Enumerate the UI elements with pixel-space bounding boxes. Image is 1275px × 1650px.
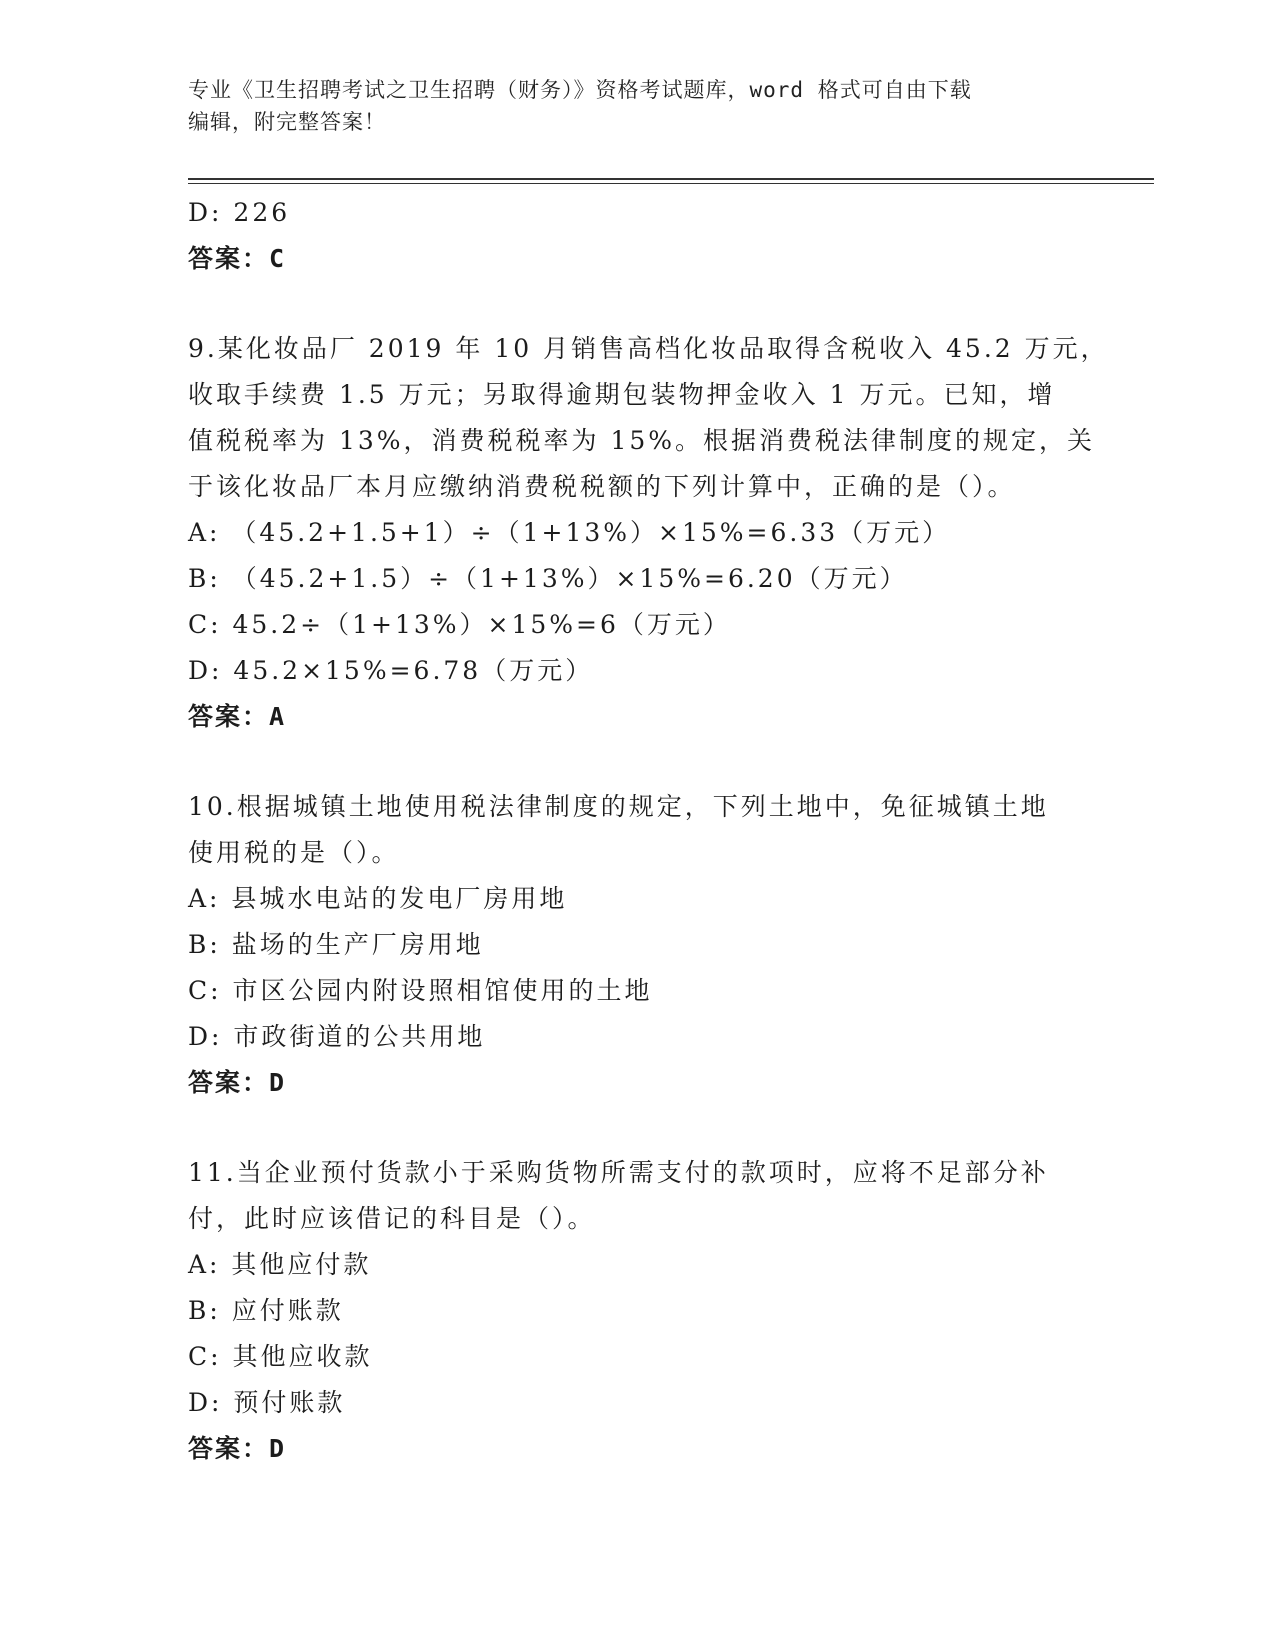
option-b: B: 盐场的生产厂房用地 xyxy=(188,930,484,959)
option-b: B: 应付账款 xyxy=(188,1296,344,1325)
question-text-line: 使用税的是（）。 xyxy=(188,838,400,867)
previous-question-tail xyxy=(188,190,1088,282)
option-d: D: 45.2×15%=6.78（万元） xyxy=(188,656,594,685)
option-a: A: （45.2+1.5+1）÷（1+13%）×15%=6.33（万元） xyxy=(188,518,951,547)
document-header xyxy=(188,74,1088,138)
question-text-line: 11.当企业预付货款小于采购货物所需支付的款项时，应将不足部分补 xyxy=(188,1158,1049,1187)
question-text-line: 10.根据城镇土地使用税法律制度的规定，下列土地中，免征城镇土地 xyxy=(188,792,1049,821)
option-d: D: 预付账款 xyxy=(188,1388,346,1417)
answer-line: 答案：D xyxy=(188,1068,287,1097)
header-line-2: 编辑，附完整答案！ xyxy=(188,110,386,134)
option-c: C: 45.2÷（1+13%）×15%=6（万元） xyxy=(188,610,731,639)
option-c: C: 其他应收款 xyxy=(188,1342,373,1371)
document-body xyxy=(188,190,1109,1472)
spacer xyxy=(188,740,1088,784)
question-text-line: 9.某化妆品厂 2019 年 10 月销售高档化妆品取得含税收入 45.2 万元， xyxy=(188,334,1109,363)
header-divider-thick xyxy=(188,178,1154,180)
spacer xyxy=(188,282,1088,326)
question-text-line: 付，此时应该借记的科目是（）。 xyxy=(188,1204,596,1233)
question-10 xyxy=(188,784,1088,1106)
header-line-1: 专业《卫生招聘考试之卫生招聘（财务）》资格考试题库，word 格式可自由下载 xyxy=(188,78,972,102)
header-divider-thin xyxy=(188,183,1154,184)
option-a: A: 县城水电站的发电厂房用地 xyxy=(188,884,568,913)
answer-line: 答案：D xyxy=(188,1434,287,1463)
option-d: D: 226 xyxy=(188,198,291,227)
answer-line: 答案：C xyxy=(188,244,287,273)
question-9 xyxy=(188,326,1109,740)
question-11 xyxy=(188,1150,1088,1472)
spacer xyxy=(188,1106,1088,1150)
option-d: D: 市政街道的公共用地 xyxy=(188,1022,486,1051)
answer-line: 答案：A xyxy=(188,702,287,731)
question-text-line: 收取手续费 1.5 万元；另取得逾期包装物押金收入 1 万元。已知，增 xyxy=(188,380,1056,409)
option-b: B: （45.2+1.5）÷（1+13%）×15%=6.20（万元） xyxy=(188,564,908,593)
question-text-line: 于该化妆品厂本月应缴纳消费税税额的下列计算中，正确的是（）。 xyxy=(188,472,1016,501)
question-text-line: 值税税率为 13%，消费税税率为 15%。根据消费税法律制度的规定，关 xyxy=(188,426,1096,455)
option-c: C: 市区公园内附设照相馆使用的土地 xyxy=(188,976,653,1005)
option-a: A: 其他应付款 xyxy=(188,1250,372,1279)
